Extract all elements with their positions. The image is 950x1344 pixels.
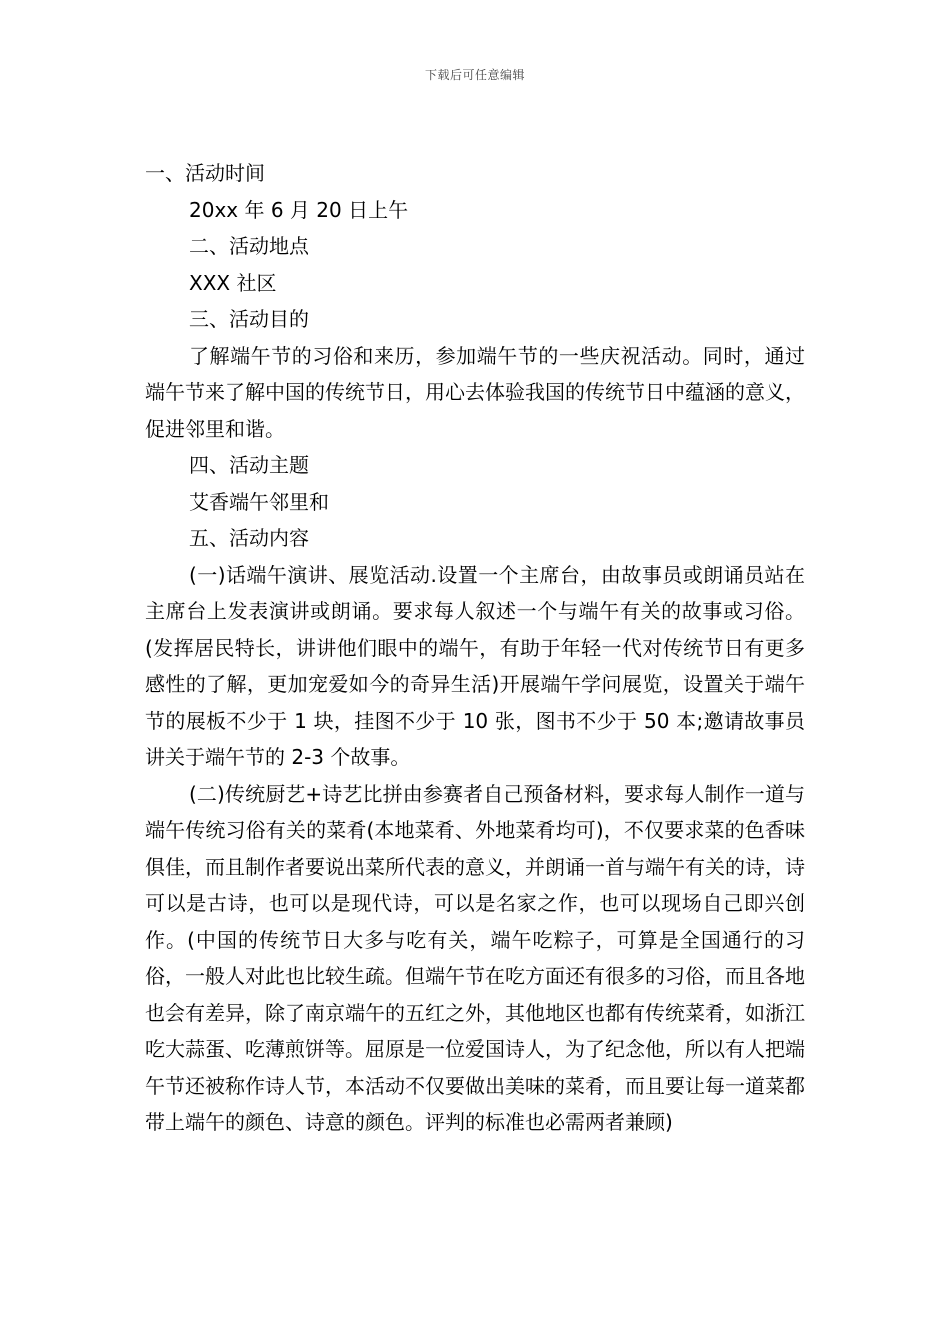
content-paragraph-2: (二)传统厨艺+诗艺比拼由参赛者自己预备材料，要求每人制作一道与端午传统习俗有关的菜肴(本地菜肴、外地菜肴均可)，不仅要求菜的色香味俱佳，而且制作者要说出菜所代表的意义，并朗诵一首与端午有关的诗，诗可以是古诗，也可以是现代诗，可以是名家之作，也可以现场自己即兴创作。(中国的传统节日大多与吃有关，端午吃粽子，可算是全国通行的习俗，一般人对此也比较生疏。但端午节在吃方面还有很多的习俗，而且各地也会有差异，除了南京端午的五红之外，其他地区也都有传统菜肴，如浙江吃大蒜蛋、吃薄煎饼等。屈原是一位爱国诗人，为了纪念他，所以有人把端午节还被称作诗人节，本活动不仅要做出美味的菜肴，而且要让每一道菜都带上端午的颜色、诗意的颜色。评判的标准也必需两者兼顾) [145,781,805,1134]
document-body [145,155,805,1141]
activity-date: 20xx 年 6 月 20 日上午 [189,197,409,222]
section-heading-location: 二、活动地点 [189,234,309,258]
section-heading-theme: 四、活动主题 [189,453,309,477]
content-paragraph-1: (一)话端午演讲、展览活动.设置一个主席台，由故事员或朗诵员站在主席台上发表演讲或朗诵。要求每人叙述一个与端午有关的故事或习俗。(发挥居民特长，讲讲他们眼中的端午，有助于年轻一代对传统节日有更多感性的了解，更加宠爱如今的奇异生活)开展端午学问展览，设置关于端午节的展板不少于 1 块，挂图不少于 10 张，图书不少于 50 本;邀请故事员讲关于端午节的 2-3 个故事。 [145,562,805,769]
section-heading-content: 五、活动内容 [189,526,309,550]
purpose-paragraph: 了解端午节的习俗和来历，参加端午节的一些庆祝活动。同时，通过端午节来了解中国的传统节日，用心去体验我国的传统节日中蕴涵的意义，促进邻里和谐。 [145,343,805,441]
section-heading-time: 一、活动时间 [145,161,265,185]
page-header-note: 下载后可任意编辑 [424,68,525,82]
activity-location: XXX 社区 [189,270,277,295]
activity-theme: 艾香端午邻里和 [189,489,329,514]
section-heading-purpose: 三、活动目的 [189,307,309,331]
